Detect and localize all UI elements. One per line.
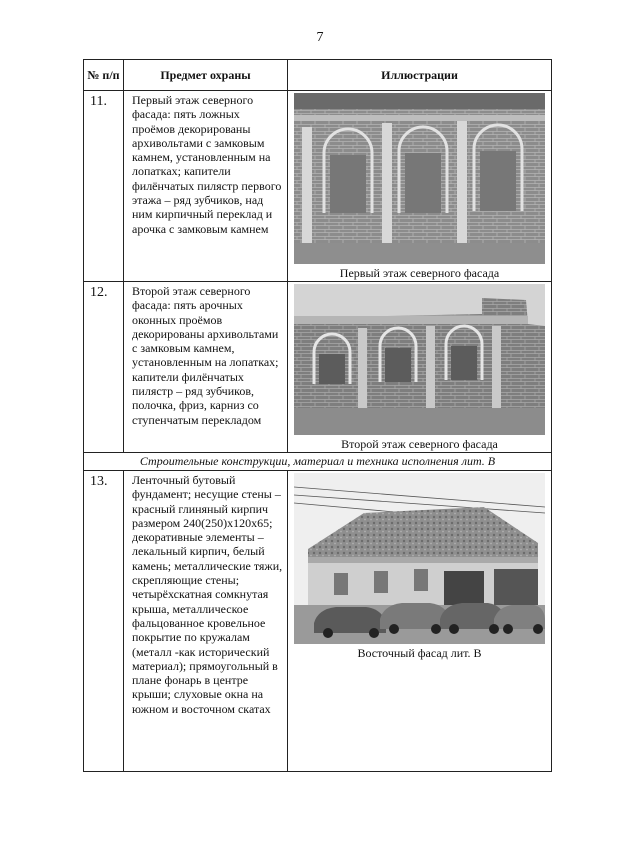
protection-table <box>83 59 552 772</box>
row-description: Первый этаж северного фасада: пять ложных проёмов декорированы архивольтами с замковым камнем, установленным на лопатках; капители филёнчатых пилястр первого этажа – ряд зубчиков, над ним кирпичный переклад и арочка с замковым камнем <box>124 91 288 282</box>
illustration-cell <box>288 91 552 282</box>
row-description: Второй этаж северного фасада: пять арочных оконных проёмов декорированы архивольтами с замковым камнем, установленным на лопатках; капители филёнчатых пилястр – ряд зубчиков, полочка, фриз, карниз со ступенчатым перекладом <box>124 282 288 453</box>
header-illustrations: Иллюстрации <box>288 60 552 91</box>
table-header-row <box>84 60 552 91</box>
photo-caption: Второй этаж северного фасада <box>341 437 498 451</box>
row-number: 13. <box>84 471 124 772</box>
illustration-cell <box>288 282 552 453</box>
section-row <box>84 453 552 471</box>
illustration-cell <box>288 471 552 772</box>
photo-north-facade-first-floor <box>294 93 545 264</box>
photo-caption: Первый этаж северного фасада <box>339 266 500 280</box>
table-row <box>84 91 552 282</box>
header-number: № п/п <box>84 60 124 91</box>
table-row <box>84 471 552 772</box>
page-number: 7 <box>316 30 324 45</box>
photo-north-facade-second-floor <box>294 284 545 435</box>
table-row <box>84 282 552 453</box>
section-title: Строительные конструкции, материал и техника исполнения лит. В <box>84 453 552 471</box>
photo-east-facade <box>294 473 545 644</box>
row-number: 11. <box>84 91 124 282</box>
photo-caption: Восточный фасад лит. В <box>357 646 482 660</box>
header-subject: Предмет охраны <box>124 60 288 91</box>
row-description: Ленточный бутовый фундамент; несущие стены – красный глиняный кирпич размером 240(250)х120х65; декоративные элементы – лекальный кирпич, белый камень; металлические тяжи, скрепляющие стены; четырёхскатная сомкнутая крыша, металлическое фальцованное кровельное покрытие по кружалам (металл -как исторический материал); прямоугольный в плане фонарь в центре крыши; слуховые окна на южном и восточном скатах <box>124 471 288 772</box>
row-number: 12. <box>84 282 124 453</box>
